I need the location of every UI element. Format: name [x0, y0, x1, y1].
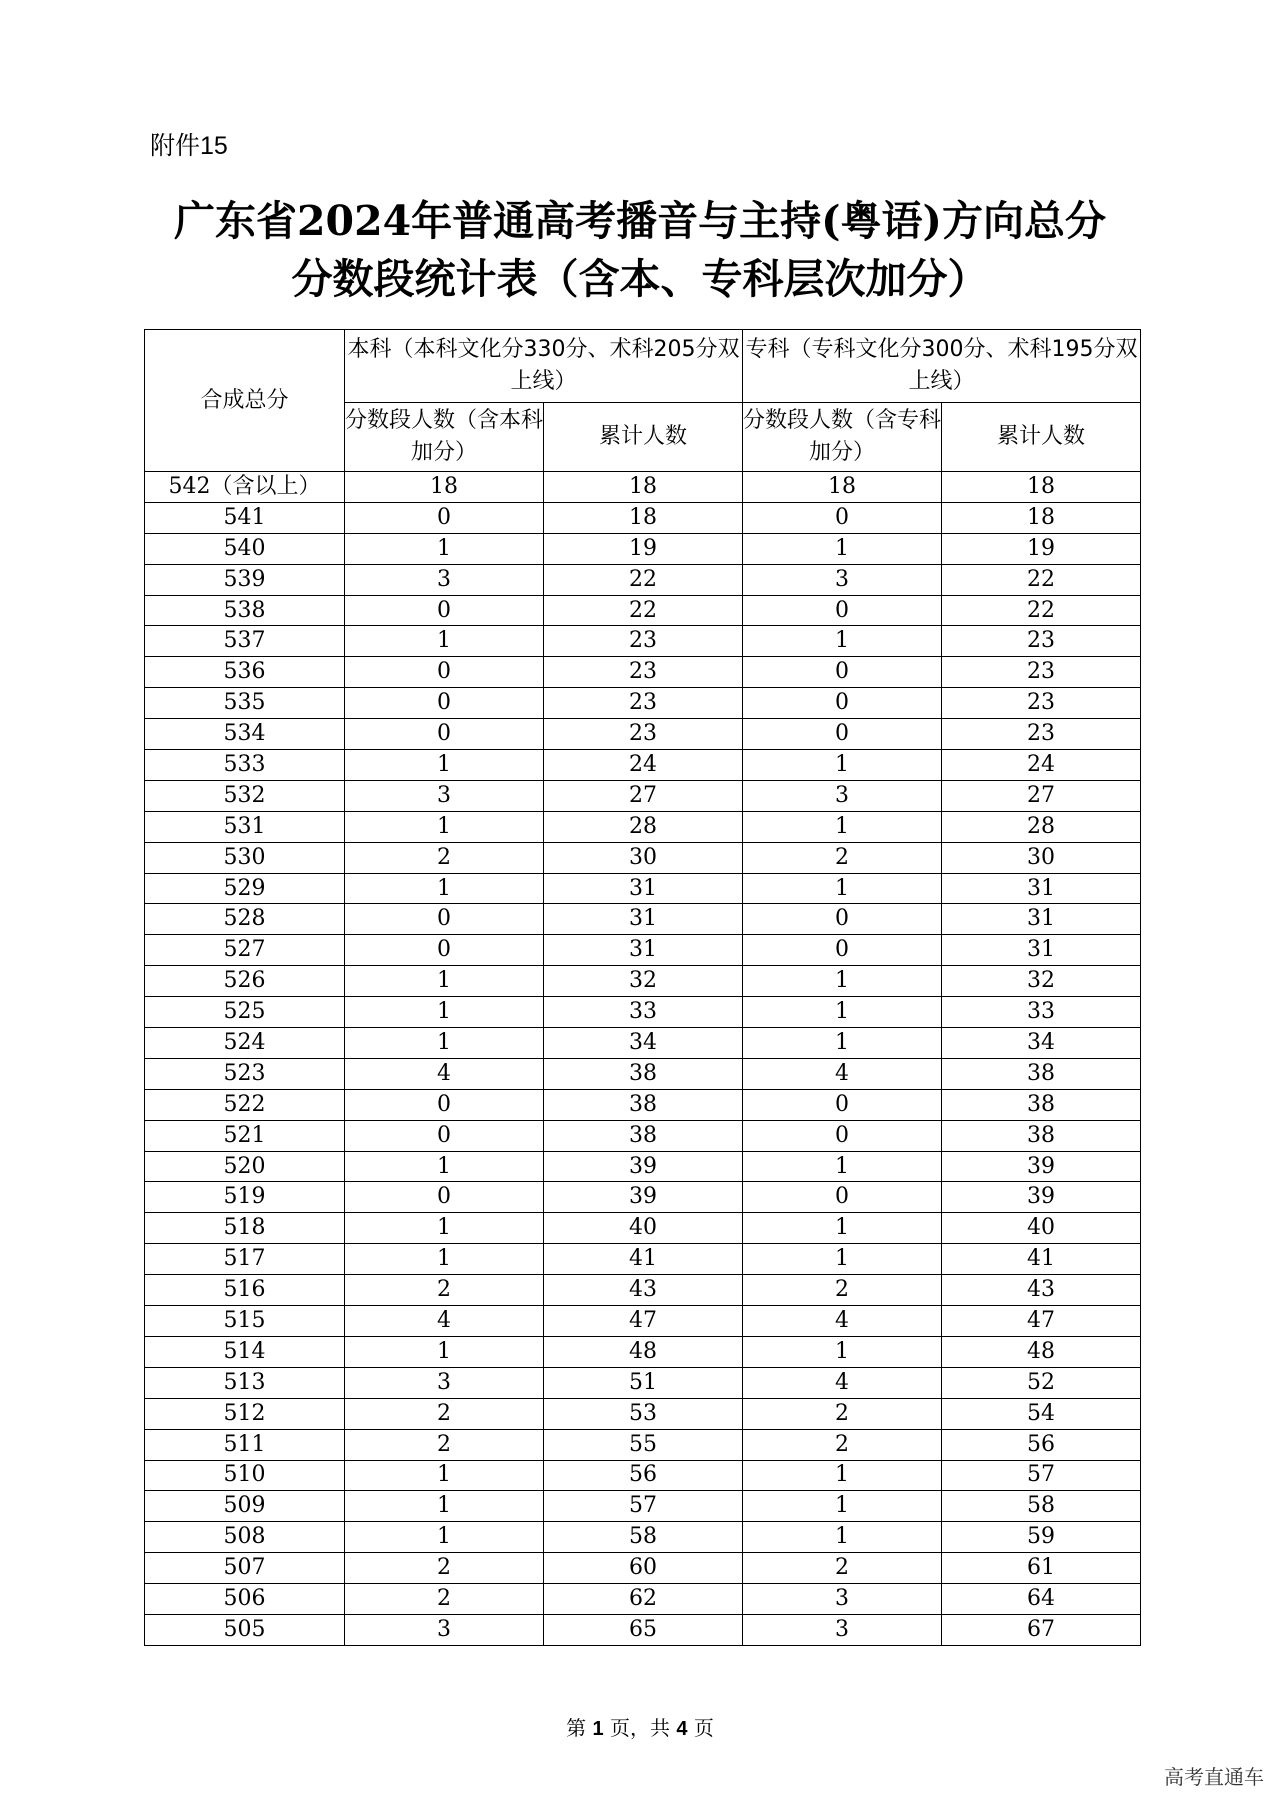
- cell-zhuanke-cumulative: 23: [942, 657, 1141, 688]
- cell-benke-cumulative: 30: [544, 842, 743, 873]
- table-body: [145, 472, 1141, 1646]
- cell-benke-count: 0: [345, 1089, 544, 1120]
- cell-score: 531: [145, 811, 345, 842]
- cell-zhuanke-count: 1: [743, 1213, 942, 1244]
- table-row: [145, 595, 1141, 626]
- table-row: [145, 564, 1141, 595]
- cell-zhuanke-count: 4: [743, 1367, 942, 1398]
- cell-zhuanke-count: 1: [743, 873, 942, 904]
- cell-benke-count: 0: [345, 595, 544, 626]
- cell-zhuanke-count: 0: [743, 688, 942, 719]
- cell-benke-count: 1: [345, 1522, 544, 1553]
- cell-benke-count: 3: [345, 1367, 544, 1398]
- table-row: [145, 719, 1141, 750]
- cell-benke-cumulative: 31: [544, 935, 743, 966]
- cell-zhuanke-count: 3: [743, 780, 942, 811]
- cell-score: 522: [145, 1089, 345, 1120]
- cell-benke-cumulative: 34: [544, 1028, 743, 1059]
- cell-score: 534: [145, 719, 345, 750]
- table-row: [145, 502, 1141, 533]
- cell-benke-cumulative: 47: [544, 1306, 743, 1337]
- cell-benke-count: 1: [345, 873, 544, 904]
- title-line-1: 广东省2024年普通高考播音与主持(粤语)方向总分: [174, 197, 1106, 245]
- table-row: [145, 1089, 1141, 1120]
- table-row: [145, 1244, 1141, 1275]
- cell-benke-cumulative: 60: [544, 1553, 743, 1584]
- cell-benke-cumulative: 22: [544, 595, 743, 626]
- cell-benke-cumulative: 55: [544, 1429, 743, 1460]
- cell-score: 518: [145, 1213, 345, 1244]
- table-row: [145, 811, 1141, 842]
- cell-benke-count: 1: [345, 1151, 544, 1182]
- cell-zhuanke-count: 1: [743, 1244, 942, 1275]
- table-row: [145, 472, 1141, 503]
- table-row: [145, 935, 1141, 966]
- cell-zhuanke-count: 3: [743, 564, 942, 595]
- table-row: [145, 1367, 1141, 1398]
- title-line-2: 分数段统计表（含本、专科层次加分）: [291, 255, 989, 303]
- cell-benke-cumulative: 18: [544, 502, 743, 533]
- cell-zhuanke-count: 1: [743, 1460, 942, 1491]
- table-row: [145, 997, 1141, 1028]
- cell-zhuanke-cumulative: 58: [942, 1491, 1141, 1522]
- table-row: [145, 750, 1141, 781]
- cell-zhuanke-cumulative: 38: [942, 1120, 1141, 1151]
- cell-zhuanke-count: 1: [743, 1151, 942, 1182]
- cell-score: 527: [145, 935, 345, 966]
- cell-zhuanke-count: 0: [743, 1182, 942, 1213]
- cell-benke-count: 4: [345, 1058, 544, 1089]
- cell-benke-count: 1: [345, 1336, 544, 1367]
- cell-benke-count: 0: [345, 935, 544, 966]
- cell-zhuanke-cumulative: 59: [942, 1522, 1141, 1553]
- cell-zhuanke-cumulative: 34: [942, 1028, 1141, 1059]
- table-row: [145, 1306, 1141, 1337]
- header-benke-cumulative: 累计人数: [544, 403, 743, 472]
- table-row: [145, 1336, 1141, 1367]
- cell-benke-cumulative: 33: [544, 997, 743, 1028]
- cell-benke-count: 1: [345, 1213, 544, 1244]
- cell-benke-cumulative: 23: [544, 657, 743, 688]
- header-total-score: 合成总分: [145, 330, 345, 472]
- cell-zhuanke-cumulative: 38: [942, 1058, 1141, 1089]
- cell-zhuanke-cumulative: 48: [942, 1336, 1141, 1367]
- cell-zhuanke-cumulative: 31: [942, 873, 1141, 904]
- cell-benke-count: 2: [345, 1429, 544, 1460]
- cell-benke-count: 2: [345, 1584, 544, 1615]
- cell-benke-cumulative: 40: [544, 1213, 743, 1244]
- cell-score: 530: [145, 842, 345, 873]
- cell-score: 507: [145, 1553, 345, 1584]
- cell-zhuanke-count: 0: [743, 502, 942, 533]
- cell-zhuanke-cumulative: 31: [942, 935, 1141, 966]
- cell-benke-count: 18: [345, 472, 544, 503]
- table-row: [145, 966, 1141, 997]
- table-row: [145, 626, 1141, 657]
- cell-score: 542（含以上）: [145, 472, 345, 503]
- cell-zhuanke-cumulative: 67: [942, 1614, 1141, 1645]
- table-row: [145, 1275, 1141, 1306]
- table-row: [145, 1028, 1141, 1059]
- cell-zhuanke-cumulative: 39: [942, 1151, 1141, 1182]
- cell-score: 505: [145, 1614, 345, 1645]
- cell-score: 508: [145, 1522, 345, 1553]
- table-row: [145, 873, 1141, 904]
- cell-zhuanke-count: 1: [743, 1336, 942, 1367]
- cell-benke-count: 3: [345, 780, 544, 811]
- cell-zhuanke-count: 0: [743, 657, 942, 688]
- cell-benke-cumulative: 56: [544, 1460, 743, 1491]
- cell-benke-count: 3: [345, 564, 544, 595]
- cell-score: 506: [145, 1584, 345, 1615]
- cell-benke-count: 1: [345, 1244, 544, 1275]
- cell-zhuanke-cumulative: 27: [942, 780, 1141, 811]
- cell-benke-cumulative: 23: [544, 688, 743, 719]
- cell-benke-cumulative: 38: [544, 1058, 743, 1089]
- cell-zhuanke-count: 0: [743, 935, 942, 966]
- attachment-label: 附件15: [150, 132, 228, 160]
- cell-benke-cumulative: 43: [544, 1275, 743, 1306]
- cell-score: 509: [145, 1491, 345, 1522]
- cell-benke-count: 4: [345, 1306, 544, 1337]
- table-row: [145, 1120, 1141, 1151]
- table-row: [145, 842, 1141, 873]
- cell-benke-cumulative: 51: [544, 1367, 743, 1398]
- cell-zhuanke-cumulative: 40: [942, 1213, 1141, 1244]
- cell-zhuanke-count: 3: [743, 1584, 942, 1615]
- cell-zhuanke-count: 2: [743, 1553, 942, 1584]
- cell-zhuanke-count: 1: [743, 1028, 942, 1059]
- cell-benke-cumulative: 22: [544, 564, 743, 595]
- cell-benke-count: 0: [345, 657, 544, 688]
- watermark: 高考直通车: [1164, 1765, 1264, 1789]
- cell-benke-cumulative: 38: [544, 1089, 743, 1120]
- cell-benke-count: 3: [345, 1614, 544, 1645]
- footer-page-number: 1: [592, 1718, 604, 1740]
- footer-prefix: 第: [566, 1716, 593, 1740]
- cell-zhuanke-count: 2: [743, 1398, 942, 1429]
- cell-zhuanke-cumulative: 32: [942, 966, 1141, 997]
- cell-zhuanke-cumulative: 52: [942, 1367, 1141, 1398]
- cell-zhuanke-count: 1: [743, 750, 942, 781]
- cell-zhuanke-cumulative: 54: [942, 1398, 1141, 1429]
- cell-benke-count: 2: [345, 1275, 544, 1306]
- cell-score: 514: [145, 1336, 345, 1367]
- cell-benke-count: 1: [345, 1028, 544, 1059]
- cell-zhuanke-cumulative: 56: [942, 1429, 1141, 1460]
- cell-benke-cumulative: 58: [544, 1522, 743, 1553]
- footer-middle: 页，共: [603, 1716, 677, 1740]
- footer-total-pages: 4: [676, 1718, 688, 1740]
- cell-score: 515: [145, 1306, 345, 1337]
- table-row: [145, 688, 1141, 719]
- cell-zhuanke-count: 2: [743, 842, 942, 873]
- cell-zhuanke-cumulative: 18: [942, 472, 1141, 503]
- table-row: [145, 1460, 1141, 1491]
- cell-score: 537: [145, 626, 345, 657]
- cell-score: 539: [145, 564, 345, 595]
- table-row: [145, 1614, 1141, 1645]
- cell-zhuanke-cumulative: 19: [942, 533, 1141, 564]
- cell-benke-cumulative: 23: [544, 719, 743, 750]
- cell-zhuanke-cumulative: 31: [942, 904, 1141, 935]
- table-row: [145, 1182, 1141, 1213]
- table-row: [145, 904, 1141, 935]
- table-row: [145, 780, 1141, 811]
- cell-benke-count: 2: [345, 1398, 544, 1429]
- page-footer: [0, 1712, 1280, 1741]
- cell-benke-count: 1: [345, 1491, 544, 1522]
- cell-zhuanke-cumulative: 23: [942, 688, 1141, 719]
- cell-score: 536: [145, 657, 345, 688]
- cell-zhuanke-count: 18: [743, 472, 942, 503]
- header-benke-count: 分数段人数（含本科加分）: [345, 403, 544, 472]
- cell-score: 517: [145, 1244, 345, 1275]
- cell-benke-count: 0: [345, 719, 544, 750]
- cell-zhuanke-cumulative: 33: [942, 997, 1141, 1028]
- cell-zhuanke-cumulative: 23: [942, 626, 1141, 657]
- table-row: [145, 1553, 1141, 1584]
- cell-score: 510: [145, 1460, 345, 1491]
- cell-zhuanke-count: 0: [743, 1089, 942, 1120]
- cell-zhuanke-count: 0: [743, 904, 942, 935]
- cell-benke-count: 2: [345, 842, 544, 873]
- cell-zhuanke-count: 2: [743, 1429, 942, 1460]
- cell-benke-count: 1: [345, 750, 544, 781]
- cell-score: 525: [145, 997, 345, 1028]
- cell-zhuanke-cumulative: 47: [942, 1306, 1141, 1337]
- cell-zhuanke-count: 4: [743, 1058, 942, 1089]
- cell-benke-count: 1: [345, 1460, 544, 1491]
- cell-score: 519: [145, 1182, 345, 1213]
- cell-zhuanke-cumulative: 43: [942, 1275, 1141, 1306]
- cell-score: 523: [145, 1058, 345, 1089]
- cell-zhuanke-cumulative: 64: [942, 1584, 1141, 1615]
- header-group-zhuanke: 专科（专科文化分300分、术科195分双上线）: [743, 330, 1141, 403]
- cell-score: 541: [145, 502, 345, 533]
- cell-score: 513: [145, 1367, 345, 1398]
- cell-benke-cumulative: 39: [544, 1182, 743, 1213]
- cell-zhuanke-cumulative: 38: [942, 1089, 1141, 1120]
- header-zhuanke-count: 分数段人数（含专科加分）: [743, 403, 942, 472]
- cell-zhuanke-count: 1: [743, 533, 942, 564]
- cell-score: 538: [145, 595, 345, 626]
- cell-zhuanke-count: 4: [743, 1306, 942, 1337]
- cell-benke-cumulative: 31: [544, 873, 743, 904]
- cell-score: 529: [145, 873, 345, 904]
- cell-zhuanke-count: 0: [743, 595, 942, 626]
- cell-zhuanke-count: 1: [743, 997, 942, 1028]
- cell-zhuanke-count: 0: [743, 1120, 942, 1151]
- cell-score: 521: [145, 1120, 345, 1151]
- cell-benke-count: 1: [345, 626, 544, 657]
- cell-benke-cumulative: 38: [544, 1120, 743, 1151]
- cell-zhuanke-count: 0: [743, 719, 942, 750]
- cell-zhuanke-cumulative: 39: [942, 1182, 1141, 1213]
- cell-zhuanke-count: 1: [743, 811, 942, 842]
- cell-score: 520: [145, 1151, 345, 1182]
- cell-zhuanke-count: 1: [743, 1522, 942, 1553]
- cell-score: 540: [145, 533, 345, 564]
- table-row: [145, 1522, 1141, 1553]
- cell-benke-count: 0: [345, 688, 544, 719]
- page-title: [0, 192, 1280, 308]
- cell-zhuanke-count: 2: [743, 1275, 942, 1306]
- cell-score: 528: [145, 904, 345, 935]
- cell-benke-cumulative: 18: [544, 472, 743, 503]
- header-zhuanke-cumulative: 累计人数: [942, 403, 1141, 472]
- cell-score: 516: [145, 1275, 345, 1306]
- cell-score: 533: [145, 750, 345, 781]
- table-row: [145, 1058, 1141, 1089]
- cell-benke-count: 1: [345, 533, 544, 564]
- cell-benke-count: 0: [345, 1182, 544, 1213]
- cell-benke-cumulative: 53: [544, 1398, 743, 1429]
- cell-benke-cumulative: 41: [544, 1244, 743, 1275]
- table-row: [145, 657, 1141, 688]
- cell-zhuanke-count: 1: [743, 966, 942, 997]
- table-row: [145, 533, 1141, 564]
- cell-zhuanke-count: 1: [743, 626, 942, 657]
- cell-benke-count: 1: [345, 966, 544, 997]
- cell-zhuanke-cumulative: 41: [942, 1244, 1141, 1275]
- cell-zhuanke-cumulative: 30: [942, 842, 1141, 873]
- table-row: [145, 1429, 1141, 1460]
- table-row: [145, 1151, 1141, 1182]
- cell-benke-cumulative: 19: [544, 533, 743, 564]
- table-row: [145, 1584, 1141, 1615]
- cell-benke-cumulative: 39: [544, 1151, 743, 1182]
- cell-score: 535: [145, 688, 345, 719]
- cell-zhuanke-cumulative: 61: [942, 1553, 1141, 1584]
- cell-benke-cumulative: 32: [544, 966, 743, 997]
- cell-benke-count: 0: [345, 502, 544, 533]
- cell-zhuanke-cumulative: 57: [942, 1460, 1141, 1491]
- cell-benke-cumulative: 57: [544, 1491, 743, 1522]
- cell-benke-cumulative: 31: [544, 904, 743, 935]
- cell-zhuanke-cumulative: 28: [942, 811, 1141, 842]
- cell-score: 526: [145, 966, 345, 997]
- cell-benke-cumulative: 27: [544, 780, 743, 811]
- cell-benke-count: 2: [345, 1553, 544, 1584]
- cell-score: 511: [145, 1429, 345, 1460]
- cell-zhuanke-cumulative: 22: [942, 595, 1141, 626]
- cell-benke-cumulative: 48: [544, 1336, 743, 1367]
- cell-score: 532: [145, 780, 345, 811]
- cell-benke-cumulative: 62: [544, 1584, 743, 1615]
- header-group-benke: 本科（本科文化分330分、术科205分双上线）: [345, 330, 743, 403]
- cell-zhuanke-count: 3: [743, 1614, 942, 1645]
- cell-score: 512: [145, 1398, 345, 1429]
- cell-benke-count: 1: [345, 811, 544, 842]
- table-row: [145, 1213, 1141, 1244]
- cell-zhuanke-count: 1: [743, 1491, 942, 1522]
- cell-zhuanke-cumulative: 22: [942, 564, 1141, 595]
- table-row: [145, 1491, 1141, 1522]
- cell-zhuanke-cumulative: 24: [942, 750, 1141, 781]
- score-distribution-table: [144, 329, 1141, 1646]
- cell-benke-count: 0: [345, 904, 544, 935]
- cell-benke-cumulative: 28: [544, 811, 743, 842]
- cell-benke-cumulative: 65: [544, 1614, 743, 1645]
- footer-suffix: 页: [687, 1716, 714, 1740]
- cell-zhuanke-cumulative: 18: [942, 502, 1141, 533]
- cell-zhuanke-cumulative: 23: [942, 719, 1141, 750]
- cell-benke-cumulative: 24: [544, 750, 743, 781]
- table-row: [145, 1398, 1141, 1429]
- cell-benke-count: 1: [345, 997, 544, 1028]
- cell-score: 524: [145, 1028, 345, 1059]
- cell-benke-cumulative: 23: [544, 626, 743, 657]
- cell-benke-count: 0: [345, 1120, 544, 1151]
